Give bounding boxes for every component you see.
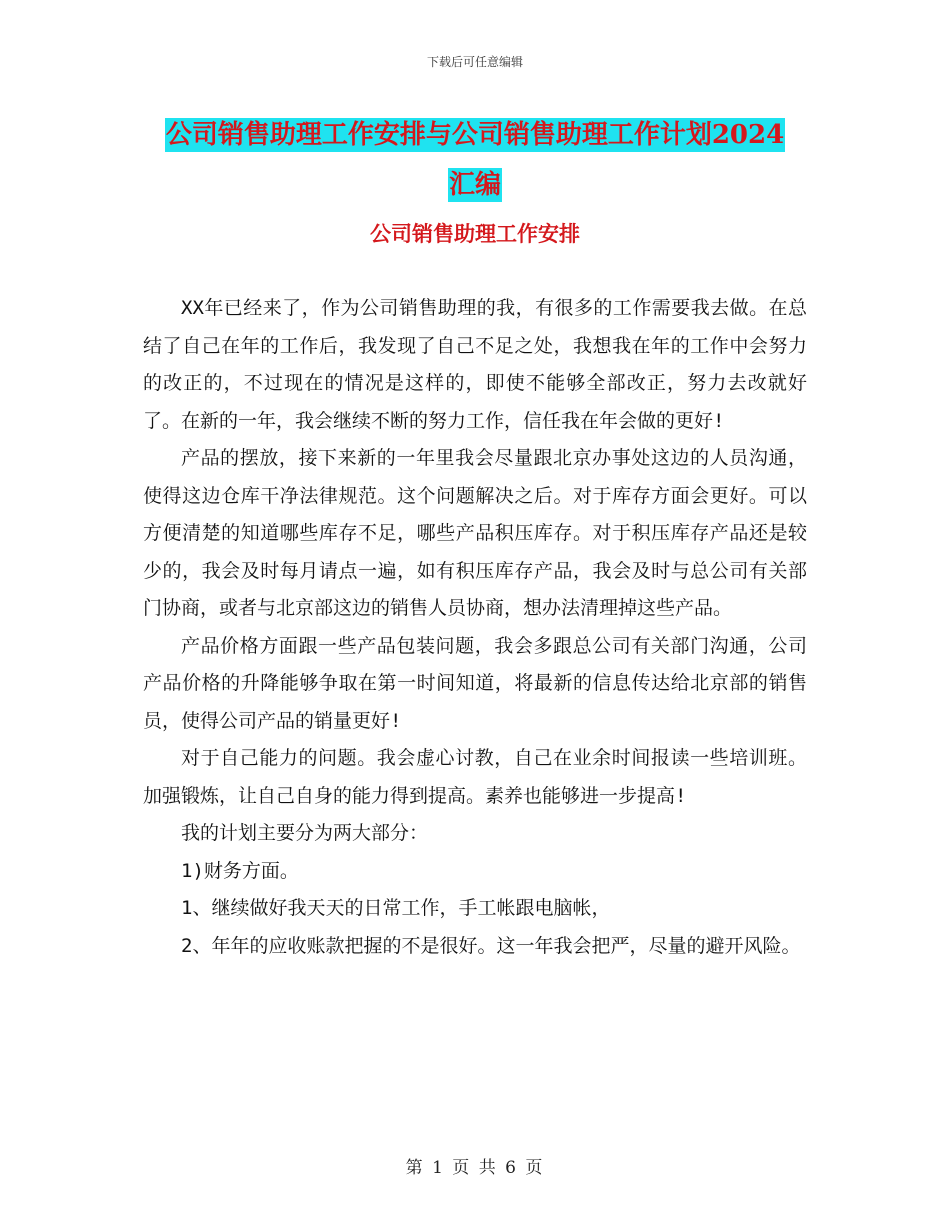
section-heading: 公司销售助理工作安排 (370, 221, 580, 246)
paragraph: XX年已经来了，作为公司销售助理的我，有很多的工作需要我去做。在总结了自己在年的工作后，我发现了自己不足之处，我想我在年的工作中会努力的改正的，不过现在的情况是这样的，即使不能够全部改正，努力去改就好了。在新的一年，我会继续不断的努力工作，信任我在年会做的更好! (143, 297, 807, 432)
page-number: 第 1 页 共 6 页 (405, 1158, 545, 1178)
header-note: 下载后可任意编辑 (426, 55, 523, 69)
paragraph: 产品的摆放，接下来新的一年里我会尽量跟北京办事处这边的人员沟通，使得这边仓库干净法律规范。这个问题解决之后。对于库存方面会更好。可以方便清楚的知道哪些库存不足，哪些产品积压库存。对于积压库存产品还是较少的，我会及时每月请点一遍，如有积压库存产品，我会及时与总公司有关部门协商，或者与北京部这边的销售人员协商，想办法清理掉这些产品。 (143, 447, 807, 619)
paragraph: 1、继续做好我天天的日常工作，手工帐跟电脑帐， (181, 897, 611, 919)
document-body (143, 290, 807, 965)
paragraph: 1)财务方面。 (181, 859, 299, 882)
paragraph: 2、年年的应收账款把握的不是很好。这一年我会把严，尽量的避开风险。 (181, 934, 801, 957)
document-title-line1: 公司销售助理工作安排与公司销售助理工作计划2024 (165, 120, 785, 150)
paragraph: 产品价格方面跟一些产品包装问题，我会多跟总公司有关部门沟通，公司产品价格的升降能够争取在第一时间知道，将最新的信息传达给北京部的销售员，使得公司产品的销量更好! (143, 634, 807, 732)
paragraph: 我的计划主要分为两大部分： (181, 822, 429, 844)
paragraph: 对于自己能力的问题。我会虚心讨教，自己在业余时间报读一些培训班。加强锻炼，让自己自身的能力得到提高。素养也能够进一步提高! (143, 747, 807, 807)
document-title-line2: 汇编 (448, 170, 501, 200)
document-title (143, 110, 807, 210)
